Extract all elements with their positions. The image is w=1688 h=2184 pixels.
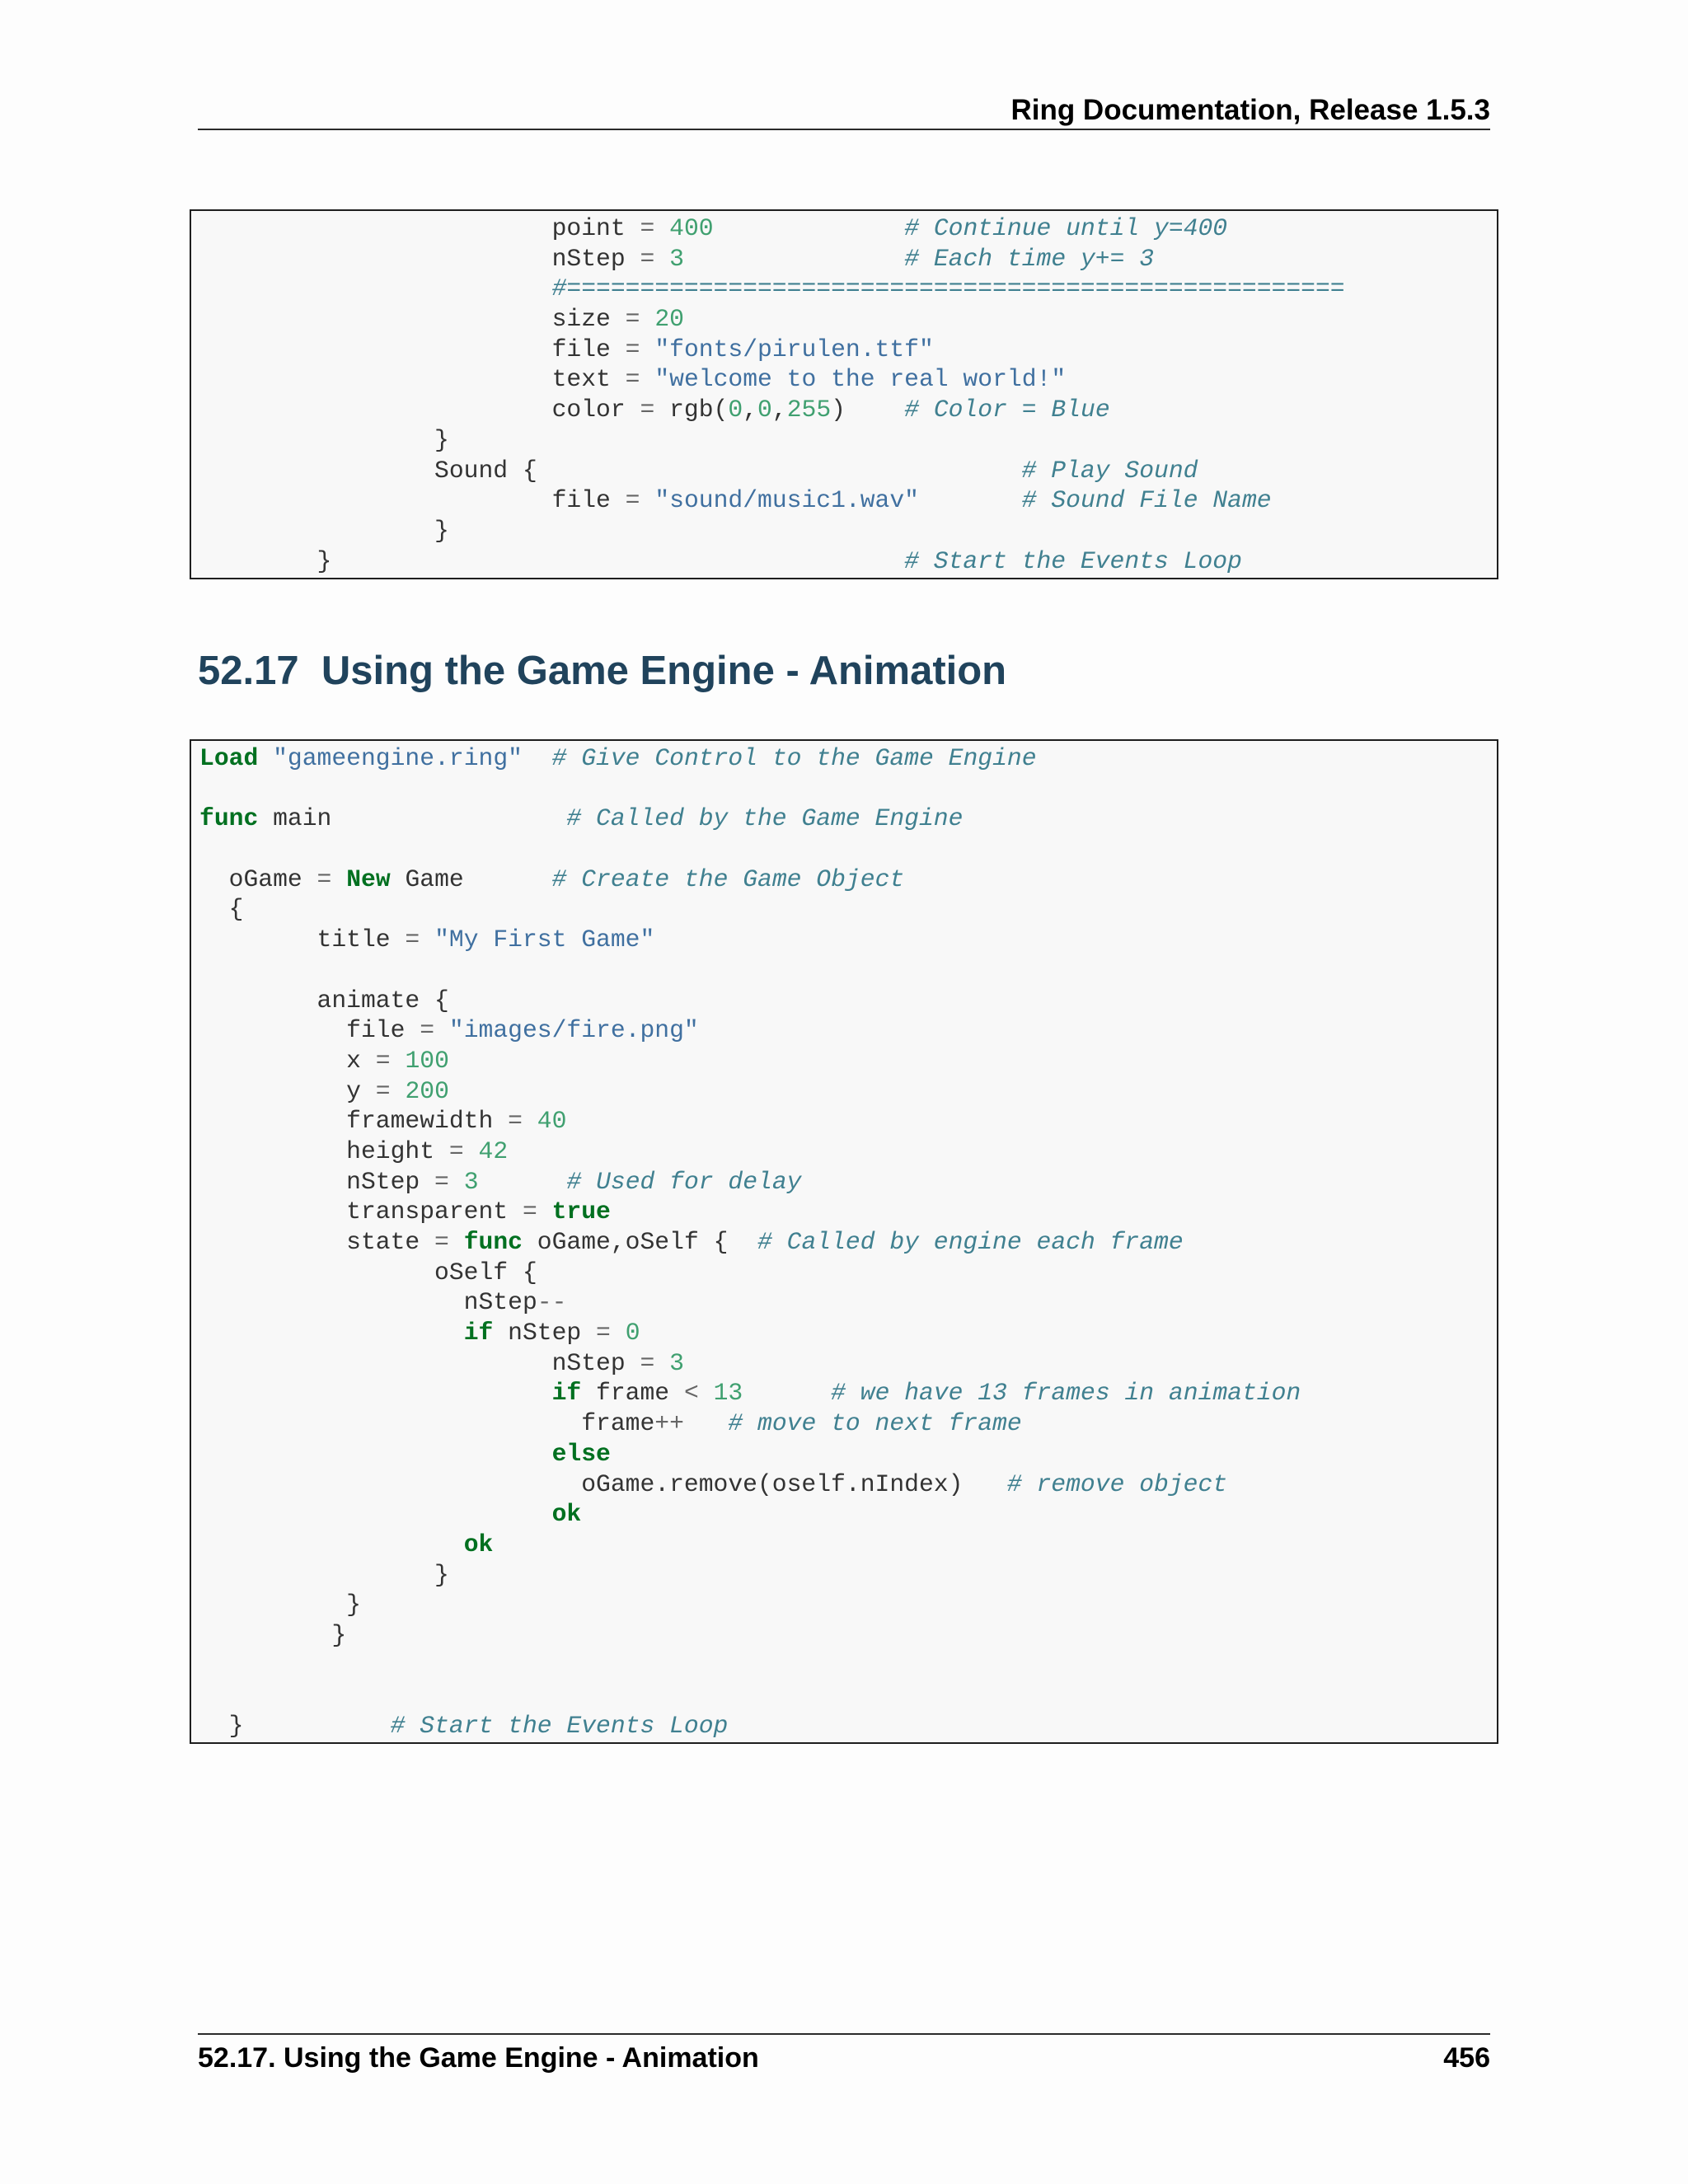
- code-token-text: ,: [743, 396, 758, 424]
- code-token-comment: # Start the Events Loop: [390, 1712, 729, 1740]
- code-token-text: file: [199, 1016, 420, 1045]
- code-token-text: [523, 1107, 537, 1135]
- code-token-number: 255: [786, 396, 832, 424]
- code-line: [199, 1499, 1301, 1530]
- code-token-keyword: Load: [199, 744, 259, 772]
- code-token-operator: =: [625, 486, 640, 515]
- code-token-comment: #=====================================================: [551, 274, 1345, 303]
- code-token-text: frame: [581, 1379, 684, 1408]
- code-token-comment: # Called by engine each frame: [757, 1228, 1184, 1256]
- code-token-text: [331, 865, 346, 893]
- code-token-text: [640, 486, 654, 514]
- code-token-text: [714, 214, 905, 242]
- code-line: [199, 925, 1301, 955]
- code-line: [199, 1590, 1301, 1620]
- code-token-operator: =: [405, 926, 420, 954]
- code-token-operator: =: [640, 1348, 655, 1377]
- code-token-operator: =: [625, 365, 640, 394]
- code-line: [199, 1258, 1301, 1288]
- code-token-text: [199, 1530, 464, 1558]
- code-token-number: 100: [405, 1046, 449, 1075]
- code-token-string: "My First Game": [434, 926, 655, 954]
- code-line: [199, 986, 1301, 1016]
- code-token-text: file: [199, 335, 626, 363]
- code-token-text: oGame: [199, 865, 317, 893]
- code-token-text: oSelf {: [199, 1258, 537, 1286]
- code-token-text: [611, 1319, 626, 1347]
- code-token-text: color: [199, 396, 640, 424]
- code-token-text: [464, 1137, 479, 1165]
- code-line: [199, 1197, 1301, 1227]
- code-token-number: 3: [669, 244, 684, 273]
- code-token-text: [199, 1500, 552, 1528]
- code-token-operator: <: [683, 1379, 699, 1408]
- section-title: Using the Game Engine - Animation: [321, 649, 1007, 693]
- code-token-operator: =: [434, 1167, 449, 1196]
- code-token-text: [420, 926, 434, 954]
- code-line: [199, 1620, 1301, 1651]
- code-token-comment: # Each time y+= 3: [904, 244, 1155, 273]
- code-line: [199, 516, 1345, 546]
- code-token-operator: =: [375, 1046, 391, 1075]
- code-token-comment: # Create the Game Object: [551, 865, 905, 893]
- code-token-string: "welcome to the real world!": [654, 365, 1067, 394]
- code-line: [199, 364, 1345, 395]
- code-token-text: Game: [390, 865, 552, 893]
- code-line: [199, 1378, 1301, 1408]
- code-token-string: "gameengine.ring": [273, 744, 523, 772]
- code-line: [199, 1530, 1301, 1560]
- code-token-text: text: [199, 365, 626, 394]
- code-token-text: [640, 365, 654, 393]
- footer-rule: [198, 2033, 1490, 2035]
- code-token-number: 20: [654, 305, 684, 334]
- code-token-keyword: New: [346, 865, 391, 893]
- code-token-operator: =: [640, 214, 655, 242]
- code-token-keyword: func: [463, 1228, 523, 1256]
- code-token-text: [743, 1379, 831, 1407]
- code-token-text: [523, 744, 552, 772]
- code-line: [199, 1287, 1301, 1318]
- code-token-operator: ++: [654, 1409, 684, 1438]
- code-token-text: framewidth: [199, 1107, 509, 1136]
- code-line: [199, 244, 1345, 274]
- code-line: [199, 1711, 1301, 1741]
- code-token-text: {: [199, 895, 244, 924]
- code-line: [199, 1318, 1301, 1348]
- code-token-text: [684, 245, 904, 273]
- code-token-text: oGame.remove(oself.nIndex): [199, 1469, 1007, 1498]
- code-token-text: animate {: [199, 986, 449, 1015]
- code-token-operator: =: [596, 1319, 611, 1347]
- code-token-text: [434, 1016, 449, 1044]
- code-block-animation-example: [190, 739, 1498, 1744]
- code-token-text: }: [199, 1591, 361, 1619]
- code-line: [199, 774, 1301, 804]
- code-token-text: }: [199, 1560, 449, 1589]
- code-token-comment: # Continue until y=400: [904, 214, 1228, 242]
- code-token-keyword: if: [551, 1379, 582, 1408]
- code-token-operator: =: [640, 396, 655, 424]
- code-line: [199, 1046, 1301, 1076]
- code-token-text: [199, 1319, 464, 1347]
- code-line: [199, 304, 1345, 335]
- code-line: [199, 1560, 1301, 1591]
- code-token-text: [449, 1228, 464, 1256]
- code-token-operator: =: [625, 335, 640, 363]
- code-token-text: [449, 1168, 464, 1196]
- code-token-text: ,: [771, 396, 787, 424]
- code-token-text: file: [199, 486, 626, 515]
- code-token-text: [479, 1168, 567, 1196]
- section-number: 52.17: [198, 649, 299, 693]
- code-token-operator: =: [625, 305, 640, 334]
- code-line: [199, 1408, 1301, 1439]
- code-token-text: point: [199, 214, 640, 242]
- code-line: [199, 274, 1345, 304]
- code-token-comment: # Sound File Name: [1021, 486, 1272, 515]
- code-line: [199, 894, 1301, 925]
- code-listing: [199, 213, 1345, 576]
- code-block-continuation: [190, 209, 1498, 579]
- code-line: [199, 1680, 1301, 1711]
- code-line: [199, 1651, 1301, 1681]
- code-line: [199, 804, 1301, 834]
- code-token-operator: =: [420, 1016, 435, 1045]
- code-token-text: [199, 1379, 552, 1407]
- code-token-operator: =: [640, 244, 655, 273]
- code-line: [199, 1015, 1301, 1046]
- code-token-number: 200: [405, 1076, 449, 1105]
- code-token-text: [640, 305, 654, 333]
- code-token-string: "images/fire.png": [448, 1016, 699, 1045]
- code-token-operator: =: [448, 1137, 464, 1165]
- code-token-operator: =: [508, 1107, 523, 1136]
- header-rule: [198, 129, 1490, 130]
- code-token-operator: =: [434, 1228, 449, 1256]
- code-line: [199, 1469, 1301, 1500]
- code-line: [199, 834, 1301, 865]
- code-token-comment: # we have 13 frames in animation: [831, 1379, 1301, 1408]
- code-token-text: height: [199, 1137, 449, 1165]
- code-token-text: }: [199, 516, 449, 545]
- code-token-comment: # Give Control to the Game Engine: [551, 744, 1037, 772]
- code-token-text: Sound {: [199, 456, 1022, 485]
- code-token-operator: =: [375, 1076, 391, 1105]
- code-token-text: main: [258, 804, 567, 833]
- code-line: [199, 1167, 1301, 1197]
- code-token-text: [654, 1349, 669, 1377]
- code-token-text: frame: [199, 1409, 655, 1438]
- code-token-text: nStep: [199, 244, 640, 273]
- code-token-keyword: ok: [551, 1500, 582, 1529]
- code-token-operator: --: [537, 1288, 567, 1317]
- code-line: [199, 456, 1345, 486]
- code-token-comment: # move to next frame: [728, 1409, 1022, 1438]
- code-token-number: 3: [669, 1348, 684, 1377]
- code-token-text: }: [199, 1620, 347, 1649]
- code-listing: [199, 743, 1301, 1741]
- code-token-text: [919, 486, 1022, 514]
- code-line: [199, 865, 1301, 895]
- code-token-keyword: func: [199, 804, 259, 833]
- code-token-text: [654, 245, 669, 273]
- code-token-text: transparent: [199, 1197, 523, 1226]
- code-token-text: [391, 1047, 406, 1075]
- code-token-number: 40: [537, 1107, 567, 1136]
- code-line: [199, 425, 1345, 456]
- code-token-text: [699, 1379, 714, 1407]
- code-token-text: title: [199, 926, 406, 954]
- code-token-text: size: [199, 305, 626, 334]
- code-token-comment: # Play Sound: [1021, 456, 1198, 485]
- code-token-text: nStep: [493, 1319, 597, 1347]
- code-token-text: x: [199, 1046, 376, 1075]
- code-line: [199, 955, 1301, 986]
- footer-section-reference: 52.17. Using the Game Engine - Animation: [198, 2042, 759, 2074]
- code-token-text: nStep: [199, 1348, 640, 1377]
- code-line: [199, 1227, 1301, 1258]
- code-line: [199, 335, 1345, 365]
- code-token-keyword: ok: [463, 1530, 494, 1558]
- section-heading: [198, 648, 1006, 694]
- code-token-keyword: if: [463, 1319, 494, 1347]
- code-token-number: 400: [669, 214, 714, 242]
- code-line: [199, 1106, 1301, 1137]
- running-header-title: Ring Documentation, Release 1.5.3: [1010, 94, 1490, 126]
- code-token-comment: # Color = Blue: [904, 396, 1110, 424]
- code-token-text: [640, 335, 654, 363]
- code-token-text: [199, 1440, 552, 1468]
- code-token-text: nStep: [199, 1288, 537, 1317]
- code-token-text: state: [199, 1228, 435, 1256]
- code-token-number: 0: [757, 396, 772, 424]
- code-line: [199, 213, 1345, 244]
- code-token-keyword: true: [551, 1197, 611, 1226]
- code-line: [199, 1076, 1301, 1107]
- code-token-text: [391, 1077, 406, 1105]
- code-line: [199, 485, 1345, 516]
- code-token-comment: # Start the Events Loop: [904, 546, 1242, 575]
- code-line: [199, 546, 1345, 577]
- code-token-text: [258, 744, 273, 772]
- code-token-text: [199, 274, 552, 302]
- code-token-number: 42: [478, 1137, 509, 1165]
- code-token-number: 0: [728, 396, 743, 424]
- code-line: [199, 1439, 1301, 1469]
- code-token-text: }: [199, 425, 449, 454]
- code-token-operator: =: [522, 1197, 537, 1226]
- code-token-text: [684, 1409, 728, 1437]
- code-line: [199, 1137, 1301, 1167]
- code-token-text: }: [199, 1712, 391, 1740]
- code-token-comment: # Called by the Game Engine: [566, 804, 964, 833]
- code-token-text: [537, 1197, 552, 1226]
- code-token-string: "fonts/pirulen.ttf": [654, 335, 934, 363]
- code-token-string: "sound/music1.wav": [654, 486, 919, 515]
- code-token-text: }: [199, 546, 905, 575]
- code-token-keyword: else: [551, 1439, 611, 1468]
- code-line: [199, 395, 1345, 425]
- code-token-text: y: [199, 1076, 376, 1105]
- code-token-number: 0: [625, 1319, 640, 1347]
- code-token-number: 3: [463, 1167, 479, 1196]
- code-token-operator: =: [316, 865, 332, 893]
- code-token-number: 13: [713, 1379, 743, 1408]
- code-line: [199, 743, 1301, 774]
- code-token-text: ): [831, 396, 905, 424]
- code-line: [199, 1348, 1301, 1379]
- code-token-text: oGame,oSelf {: [522, 1228, 758, 1256]
- code-token-text: nStep: [199, 1167, 435, 1196]
- code-token-text: rgb(: [654, 396, 729, 424]
- code-token-text: [654, 214, 669, 242]
- code-token-comment: # remove object: [1006, 1469, 1228, 1498]
- code-token-comment: # Used for delay: [566, 1167, 802, 1196]
- page-number: 456: [1443, 2042, 1490, 2074]
